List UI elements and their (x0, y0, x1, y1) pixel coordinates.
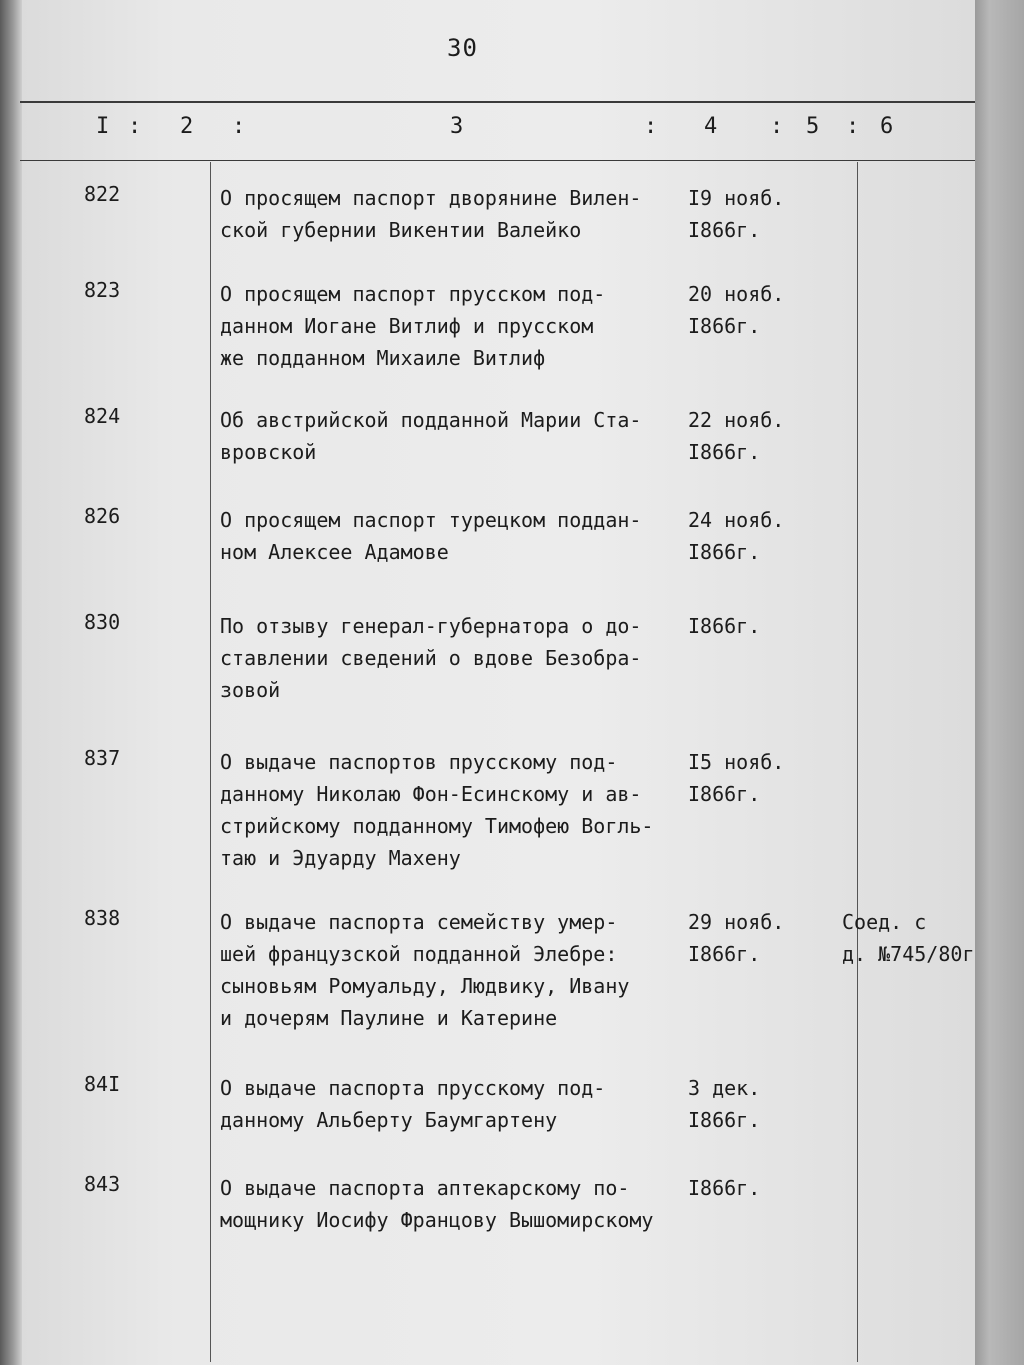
description-line: О выдаче паспортов прусскому под- (220, 750, 618, 774)
description-line: О выдаче паспорта семейству умер- (220, 910, 618, 934)
case-date (688, 504, 798, 568)
description-line: О просящем паспорт прусском под- (220, 282, 606, 306)
case-description (220, 1172, 690, 1236)
date-line: 20 нояб. (688, 282, 785, 306)
date-line: I866г. (688, 614, 761, 638)
case-number: 824 (84, 404, 121, 428)
date-line: 24 нояб. (688, 508, 785, 532)
description-line: зовой (220, 678, 281, 702)
column-header-2: 2 (180, 114, 194, 139)
column-separator: : (128, 114, 142, 139)
description-line: стрийскому подданному Тимофею Вогль- (220, 814, 654, 838)
case-date (688, 1172, 798, 1204)
header-bottom-rule (20, 160, 975, 161)
case-description (220, 610, 690, 706)
header-top-rule (20, 101, 975, 103)
case-number: 826 (84, 504, 121, 528)
column-divider (210, 162, 211, 1362)
date-line: 29 нояб. (688, 910, 785, 934)
description-line: О просящем паспорт дворянине Вилен- (220, 186, 642, 210)
date-line: I866г. (688, 440, 761, 464)
note-line: Соед. с (842, 910, 927, 934)
case-date (688, 906, 798, 970)
description-line: ской губернии Викентии Валейко (220, 218, 582, 242)
description-line: данному Альберту Баумгартену (220, 1108, 558, 1132)
case-note (842, 906, 982, 970)
description-line: мощнику Иосифу Францову Вышомирскому (220, 1208, 654, 1232)
date-line: 3 дек. (688, 1076, 761, 1100)
case-description (220, 906, 690, 1034)
case-number: 830 (84, 610, 121, 634)
case-description (220, 278, 690, 374)
description-line: По отзыву генерал-губернатора о до- (220, 614, 642, 638)
column-header-5: 5 (806, 114, 820, 139)
case-description (220, 746, 690, 874)
column-separator: : (232, 114, 246, 139)
description-line: же подданном Михаиле Витлиф (220, 346, 546, 370)
case-number: 838 (84, 906, 121, 930)
case-date (688, 278, 798, 342)
description-line: О выдаче паспорта прусскому под- (220, 1076, 606, 1100)
case-description (220, 1072, 690, 1136)
description-line: ставлении сведений о вдове Безобра- (220, 646, 642, 670)
date-line: I866г. (688, 1108, 761, 1132)
binding-edge (0, 0, 22, 1365)
description-line: и дочерям Паулине и Катерине (220, 1006, 558, 1030)
case-number: 84I (84, 1072, 121, 1096)
page-number: 30 (447, 34, 478, 62)
date-line: 22 нояб. (688, 408, 785, 432)
description-line: ном Алексее Адамове (220, 540, 449, 564)
description-line: Об австрийской подданной Марии Ста- (220, 408, 642, 432)
column-separator: : (846, 114, 860, 139)
description-line: данном Иогане Витлиф и прусском (220, 314, 594, 338)
column-header-6: 6 (880, 114, 894, 139)
date-line: I866г. (688, 218, 761, 242)
description-line: сыновьям Ромуальду, Людвику, Ивану (220, 974, 630, 998)
date-line: I866г. (688, 1176, 761, 1200)
date-line: I866г. (688, 942, 761, 966)
description-line: О просящем паспорт турецком поддан- (220, 508, 642, 532)
case-description (220, 182, 690, 246)
note-line: д. №745/80г (842, 942, 975, 966)
date-line: I866г. (688, 314, 761, 338)
column-separator: : (770, 114, 784, 139)
date-line: I9 нояб. (688, 186, 785, 210)
case-number: 823 (84, 278, 121, 302)
column-divider (857, 162, 858, 1362)
description-line: данному Николаю Фон-Есинскому и ав- (220, 782, 642, 806)
case-number: 822 (84, 182, 121, 206)
case-number: 837 (84, 746, 121, 770)
description-line: О выдаче паспорта аптекарскому по- (220, 1176, 630, 1200)
date-line: I866г. (688, 782, 761, 806)
column-header-3: 3 (450, 114, 464, 139)
description-line: вровской (220, 440, 317, 464)
case-date (688, 404, 798, 468)
case-description (220, 504, 690, 568)
description-line: шей французской подданной Элебре: (220, 942, 618, 966)
date-line: I866г. (688, 540, 761, 564)
column-header-1: I (96, 114, 110, 139)
date-line: I5 нояб. (688, 750, 785, 774)
page-edge (975, 0, 1024, 1365)
case-description (220, 404, 690, 468)
case-date (688, 746, 798, 810)
column-separator: : (644, 114, 658, 139)
case-date (688, 610, 798, 642)
column-header-4: 4 (704, 114, 718, 139)
case-date (688, 182, 798, 246)
case-date (688, 1072, 798, 1136)
case-number: 843 (84, 1172, 121, 1196)
description-line: таю и Эдуарду Махену (220, 846, 461, 870)
